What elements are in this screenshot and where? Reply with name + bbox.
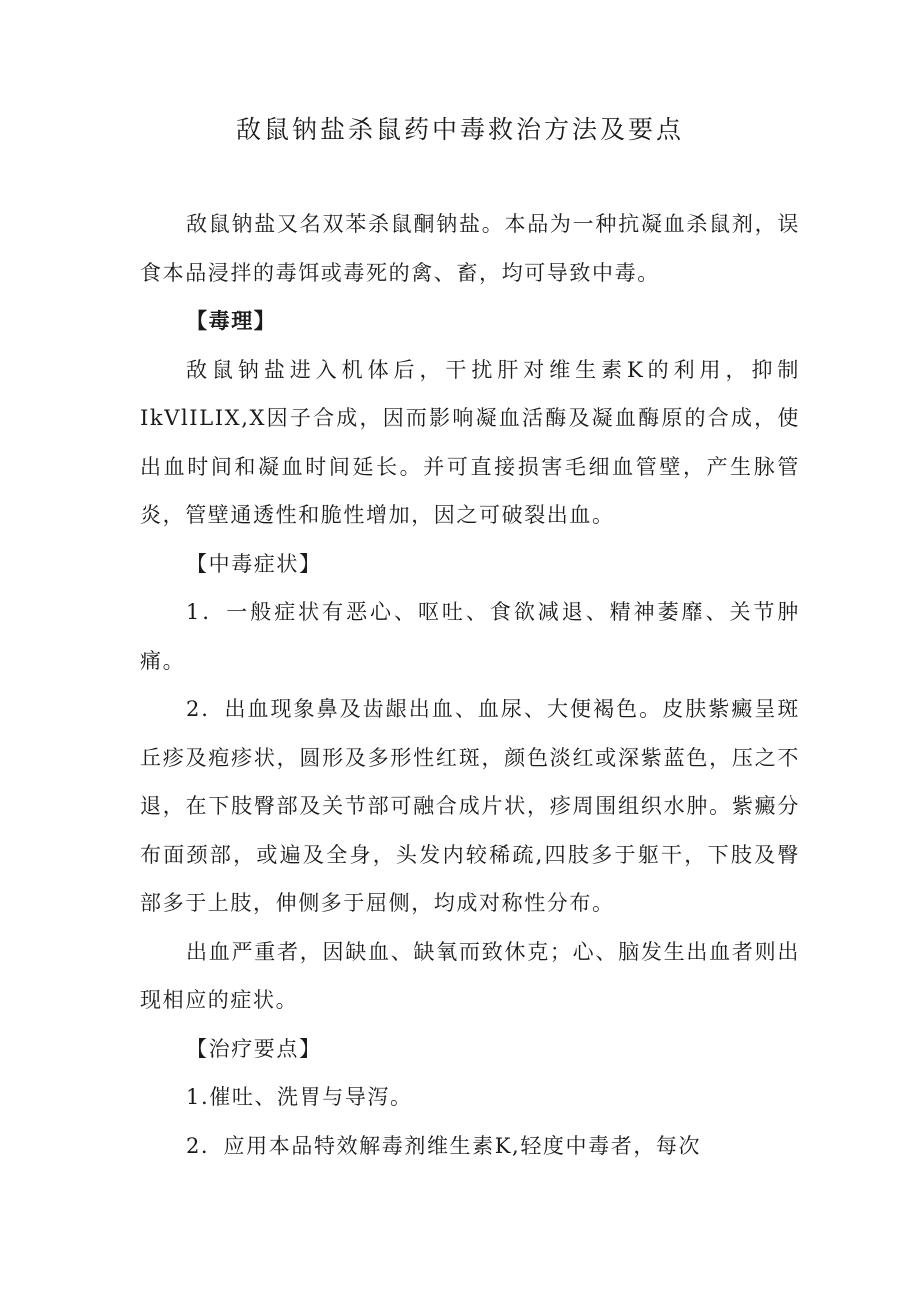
intro-paragraph: 敌鼠钠盐又名双苯杀鼠酮钠盐。本品为一种抗凝血杀鼠剂，误食本品浸拌的毒饵或毒死的禽、畜，均可导致中毒。: [140, 212, 800, 285]
symptom-item-2: 2．出血现象鼻及齿龈出血、血尿、大便褐色。皮肤紫癜呈斑丘疹及疱疹状，圆形及多形性红斑，颜色淡红或深紫蓝色，压之不退，在下肢臀部及关节部可融合成片状，疹周围组织水肿。紫癜分布面颈部，或遍及全身，头发内较稀疏,四肢多于躯干，下肢及臀部多于上肢，伸侧多于屈侧，均成对称性分布。: [140, 697, 800, 915]
symptoms-heading: 【中毒症状】: [186, 551, 322, 576]
toxicology-paragraph: 敌鼠钠盐进入机体后，干扰肝对维生素K的利用，抑制IkVlILIX,X因子合成，因而影响凝血活酶及凝血酶原的合成，使出血时间和凝血时间延长。并可直接损害毛细血管壁，产生脉管炎，管壁通透性和脆性增加，因之可破裂出血。: [140, 357, 800, 527]
treatment-item-2: 2．应用本品特效解毒剂维生素K,轻度中毒者，每次: [186, 1133, 702, 1158]
document-body: [140, 200, 800, 1170]
document-title: 敌鼠钠盐杀鼠药中毒救治方法及要点: [235, 115, 684, 144]
treatment-heading: 【治疗要点】: [186, 1036, 322, 1061]
toxicology-heading: 【毒理】: [186, 308, 277, 333]
symptom-paragraph-3: 出血严重者，因缺血、缺氧而致休克；心、脑发生出血者则出现相应的症状。: [140, 939, 800, 1012]
treatment-item-1: 1.催吐、洗胃与导泻。: [186, 1085, 413, 1109]
symptom-item-1: 1．一般症状有恶心、呕吐、食欲减退、精神萎靡、关节肿痛。: [140, 600, 800, 673]
